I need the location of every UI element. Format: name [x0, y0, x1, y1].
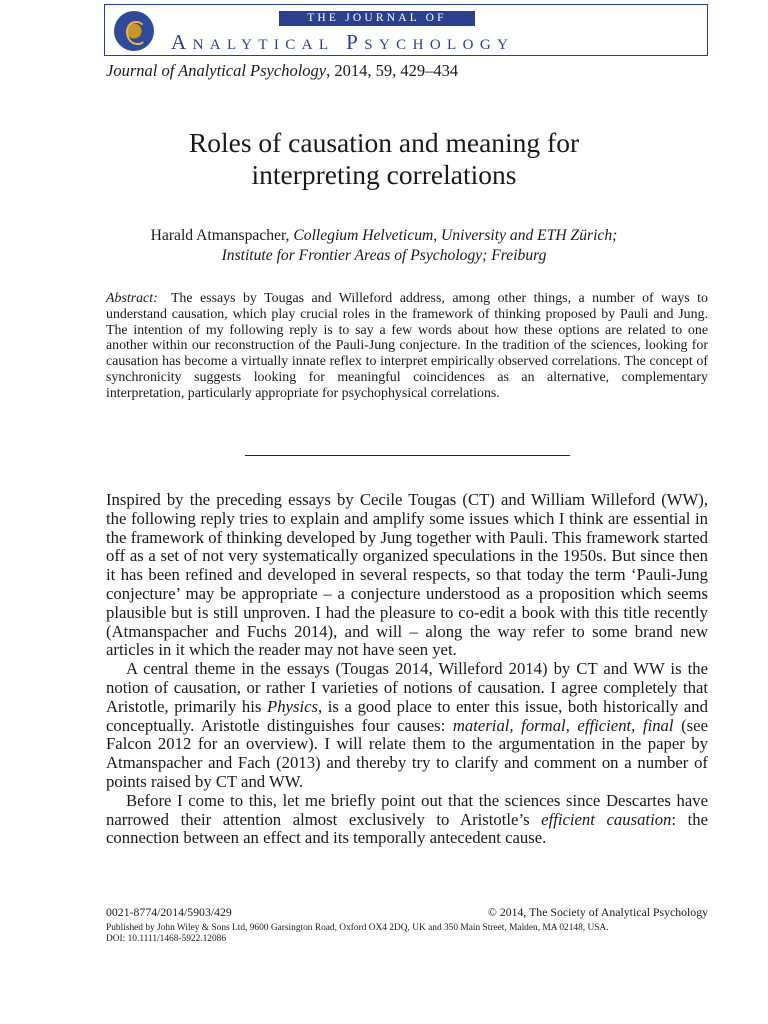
copyright: © 2014, The Society of Analytical Psychology [487, 905, 708, 919]
section-divider [245, 455, 570, 456]
paragraph-2-part-b: , is a good place to enter this issue, both historically and conceptually. Aristotle distinguishes four causes: [106, 696, 708, 735]
paragraph-2 [106, 660, 708, 792]
title-line-1: Roles of causation and meaning for [188, 127, 580, 158]
footer-row [106, 905, 708, 920]
paragraph-3 [106, 792, 708, 848]
paragraph-1: Inspired by the preceding essays by Cecile Tougas (CT) and William Willeford (WW), the following reply tries to explain and amplify some issues which I think are essential in the framework of thinking developed by Jung together with Pauli. This framework started off as a set of not very systematically organized speculations in the 1950s. But since then it has been refined and developed in several respects, so that today the term ‘Pauli-Jung conjecture’ may be appropriate – a conjecture understood as a proposition which seems plausible but is still unproven. I had the pleasure to co-edit a book with this title recently (Atmanspacher and Fuchs 2014), and will – along the way refer to some brand new articles in it which the reader may not have seen yet. [106, 490, 708, 660]
abstract-text: The essays by Tougas and Willeford address, among other things, a number of ways to understand causation, which play crucial roles in the framework of thinking proposed by Pauli and Jung. The intention of my following reply is to say a few words about how these options are related to one another within our reconstruction of the Pauli-Jung conjecture. In the tradition of the sciences, looking for causation has become a virtually innate reflex to interpret empirically observed correlations. The concept of synchronicity suggests looking for meaningful coincidences as an alternative, complementary interpretation, particularly appropriate for psychophysical correlations. [106, 291, 708, 401]
journal-name: Analytical Psychology [171, 30, 515, 54]
affiliation-2: Institute for Frontier Areas of Psychology; Freiburg [221, 246, 547, 264]
article-title [0, 127, 768, 191]
abstract [106, 291, 708, 402]
citation-line [106, 61, 458, 81]
citation-journal: Journal of Analytical Psychology [106, 61, 327, 80]
abstract-label: Abstract: [106, 291, 158, 306]
journal-header [104, 4, 708, 56]
issn-code: 0021-8774/2014/5903/429 [106, 905, 232, 919]
publisher-line: Published by John Wiley & Sons Ltd, 9600 Garsington Road, Oxford OX4 2DQ, UK and 350 Main Street, Malden, MA 02148, USA. [106, 923, 609, 933]
author-name: Harald Atmanspacher, [150, 227, 290, 244]
paragraph-2-part-a: A central theme in the essays (Tougas 2014, Willeford 2014) by CT and WW is the notion of causation, or rather I varieties of notions of causation. I agree completely that Aristotle, primarily his [106, 659, 708, 716]
publisher-info [106, 923, 708, 945]
efficient-causation: efficient causation [541, 809, 672, 829]
journal-logo-icon [114, 11, 154, 51]
journal-banner: THE JOURNAL OF [279, 11, 475, 26]
physics-title: Physics [267, 696, 318, 716]
four-causes: material, formal, efficient, final [452, 715, 674, 735]
body-text [106, 491, 708, 848]
title-line-2: interpreting correlations [251, 159, 517, 190]
paragraph-2-part-c: (see Falcon 2012 for an overview). I will relate them to the argumentation in the paper by Atmanspacher and Fach (2013) and thereby try to clarify and comment on a number of points raised by CT and WW. [106, 715, 708, 791]
paragraph-3-part-b: : the connection between an effect and its temporally antecedent cause. [106, 809, 709, 848]
author-block [0, 226, 768, 265]
affiliation-1: Collegium Helveticum, University and ETH Zürich; [293, 227, 618, 244]
citation-details: , 2014, 59, 429–434 [326, 61, 459, 80]
doi-line: DOI: 10.1111/1468-5922.12086 [106, 933, 227, 944]
paragraph-3-part-a: Before I come to this, let me briefly point out that the sciences since Descartes have narrowed their attention almost exclusively to Aristotle’s [106, 790, 708, 829]
